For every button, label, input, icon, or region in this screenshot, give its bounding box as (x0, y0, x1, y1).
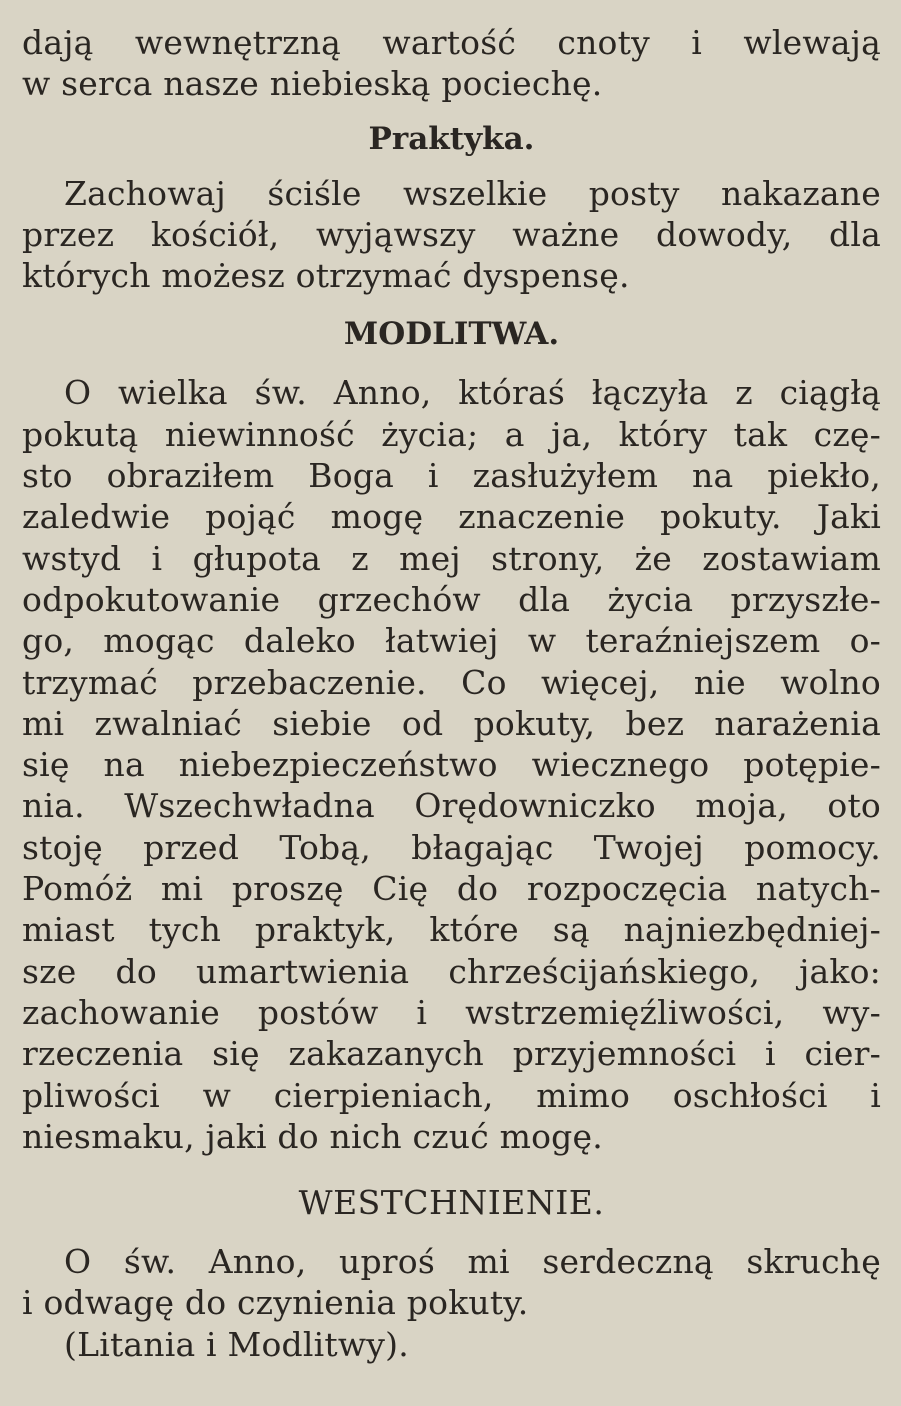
praktyka-paragraph (22, 173, 881, 297)
text-line: trzymać przebaczenie. Co więcej, nie wolno (22, 662, 881, 702)
text-line: sto obraziłem Boga i zasłużyłem na piekło, (22, 456, 881, 496)
text-line: mi zwalniać siebie od pokuty, bez narażenia (22, 703, 881, 743)
text-line: stoję przed Tobą, błagając Twojej pomocy. (22, 827, 881, 867)
section-heading-modlitwa: MODLITWA. (343, 316, 560, 353)
text-line: odpokutowanie grzechów dla życia przyszłe- (22, 579, 881, 619)
text-line: pliwości w cierpieniach, mimo oschłości i (22, 1075, 881, 1115)
section-heading-praktyka: Praktyka. (368, 120, 535, 157)
text-line: dają wewnętrzną wartość cnoty i wlewają (22, 23, 881, 62)
text-line: i odwagę do czynienia pokuty. (22, 1283, 529, 1323)
text-line: O św. Anno, uproś mi serdeczną skruchę (64, 1242, 881, 1282)
text-line: w serca nasze niebieską pociechę. (22, 64, 603, 104)
text-line: niesmaku, jaki do nich czuć mogę. (22, 1116, 603, 1156)
westchnienie-paragraph (22, 1241, 881, 1365)
text-line: się na niebezpieczeństwo wiecznego potępie- (22, 745, 881, 785)
text-line: O wielka św. Anno, któraś łączyła z ciągłą (64, 373, 881, 413)
text-line: których możesz otrzymać dyspensę. (22, 256, 630, 296)
text-line: pokutą niewinność życia; a ja, który tak czę- (22, 414, 881, 454)
text-line: rzeczenia się zakazanych przyjemności i cier- (22, 1034, 881, 1074)
source-citation: (Litania i Modlitwy). (64, 1324, 409, 1364)
text-line: Zachowaj ściśle wszelkie posty nakazane (64, 173, 881, 213)
intro-paragraph (22, 22, 881, 105)
text-line: przez kościół, wyjąwszy ważne dowody, dla (22, 214, 881, 254)
text-line: wstyd i głupota z mej strony, że zostawiam (22, 538, 881, 578)
text-line: go, mogąc daleko łatwiej w teraźniejszem o- (22, 621, 881, 661)
modlitwa-paragraph (22, 372, 881, 1157)
text-line: nia. Wszechwładna Orędowniczko moja, oto (22, 786, 881, 826)
text-line: zaledwie pojąć mogę znaczenie pokuty. Jaki (22, 497, 881, 537)
text-line: zachowanie postów i wstrzemięźliwości, wy- (22, 992, 881, 1032)
text-line: sze do umartwienia chrześcijańskiego, jako: (22, 951, 881, 991)
text-line: miast tych praktyk, które są najniezbędniej- (22, 910, 881, 950)
text-line: Pomóż mi proszę Cię do rozpoczęcia natych- (22, 869, 881, 909)
section-heading-westchnienie: WESTCHNIENIE. (298, 1183, 605, 1223)
